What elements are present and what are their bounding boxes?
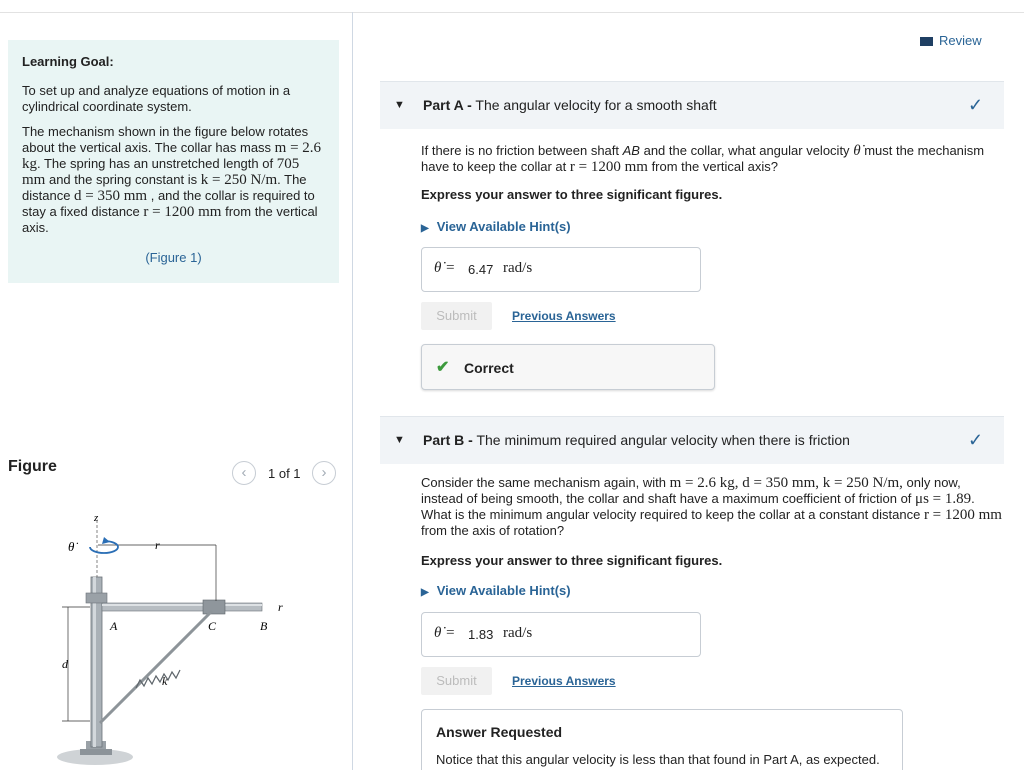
label-z: z	[94, 512, 99, 524]
figure-page-count: 1 of 1	[268, 466, 301, 481]
next-figure-button[interactable]: ›	[312, 461, 336, 485]
hint-triangle-icon: ▶	[421, 223, 429, 234]
part-a-submit-button[interactable]: Submit	[421, 302, 492, 330]
label-B: B	[260, 619, 268, 633]
part-a-feedback: ✔ Correct	[421, 344, 715, 390]
label-theta-dot: θ̇	[68, 539, 75, 554]
panel-divider	[352, 12, 353, 770]
part-a-express: Express your answer to three significant figures.	[421, 187, 723, 202]
collapse-triangle-icon[interactable]: ▼	[394, 434, 405, 446]
label-k: k	[162, 674, 168, 688]
arm-highlight	[102, 604, 262, 606]
part-a-title: Part A - The angular velocity for a smooth shaft	[423, 97, 717, 113]
learning-goal-intro: To set up and analyze equations of motion in a cylindrical coordinate system.	[22, 83, 291, 114]
part-a-header[interactable]	[380, 81, 1004, 129]
label-r-top: r	[155, 538, 160, 552]
figure-pager	[232, 461, 340, 485]
mechanism-figure	[40, 505, 310, 770]
review-link[interactable]: Review	[920, 33, 982, 48]
label-C: C	[208, 619, 217, 633]
part-a-previous-answers-link[interactable]: Previous Answers	[512, 309, 616, 323]
label-d: d	[62, 657, 68, 671]
part-b-question: Consider the same mechanism again, with m = 2.6 kg, d = 350 mm, k = 250 N/m, only now, instead of being smooth, the collar and shaft have a maximum coefficient of friction of μs = 1.89. What is the minimum angular velocity required to keep the collar at a constant distance r = 1200 mm from the axis of rotation?	[421, 475, 1002, 538]
learning-goal-description: The mechanism shown in the figure below rotates about the vertical axis. The collar has mass m = 2.6 kg. The spring has an unstretched length of 705 mm and the spring constant is k = 250 N/m. The distance d = 350 mm , and the collar is required to stay a fixed distance r = 1200 mm from the vertical axis.	[22, 124, 322, 235]
figure-1-link[interactable]: (Figure 1)	[145, 250, 202, 265]
learning-goal-panel	[8, 40, 339, 283]
figure-heading: Figure	[8, 458, 57, 475]
book-icon	[920, 37, 933, 46]
part-b-title: Part B - The minimum required angular velocity when there is friction	[423, 432, 850, 448]
part-a-hint-toggle[interactable]: ▶ View Available Hint(s)	[421, 219, 571, 234]
part-b-submit-button[interactable]: Submit	[421, 667, 492, 695]
part-a-answer-field[interactable]: θ̇ = 6.47 rad/s	[421, 247, 701, 292]
top-border	[0, 12, 1024, 13]
base-plate	[80, 749, 112, 755]
sliding-collar-C	[203, 600, 225, 614]
top-collar	[86, 593, 107, 603]
hint-triangle-icon: ▶	[421, 587, 429, 598]
part-a-question: If there is no friction between shaft AB and the collar, what angular velocity θ̇ must the mechanism have to keep the collar at r = 1200 mm from the vertical axis?	[421, 143, 985, 175]
label-A: A	[110, 619, 118, 633]
collapse-triangle-icon[interactable]: ▼	[394, 99, 405, 111]
part-b-previous-answers-link[interactable]: Previous Answers	[512, 674, 616, 688]
part-b-hint-toggle[interactable]: ▶ View Available Hint(s)	[421, 583, 571, 598]
part-b-answer-field[interactable]: θ̇ = 1.83 rad/s	[421, 612, 701, 657]
label-r-side: r	[278, 600, 283, 614]
part-b-answer-requested: Answer Requested Notice that this angular velocity is less than that found in Part A, as expected.	[421, 709, 903, 770]
part-b-check-icon: ✓	[968, 430, 984, 450]
prev-figure-button[interactable]: ‹	[232, 461, 256, 485]
part-a-check-icon: ✓	[968, 95, 984, 115]
learning-goal-heading: Learning Goal:	[22, 54, 114, 69]
part-b-header[interactable]	[380, 416, 1004, 464]
part-b-express: Express your answer to three significant figures.	[421, 553, 723, 568]
correct-check-icon: ✔	[436, 359, 450, 376]
